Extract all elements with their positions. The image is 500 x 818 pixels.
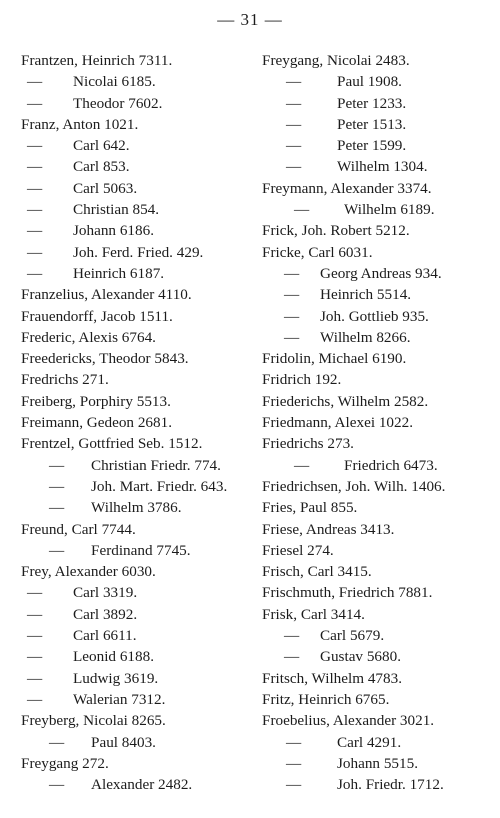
entry-text: Friedrich 6473. xyxy=(344,456,438,474)
index-entry xyxy=(21,668,257,689)
index-entry xyxy=(21,242,257,263)
index-entry xyxy=(21,114,257,135)
index-entry xyxy=(262,625,498,646)
entry-text: Paul 1908. xyxy=(337,73,402,91)
index-entry xyxy=(21,476,257,497)
ditto-dash: — xyxy=(286,94,302,112)
entry-text: Carl 4291. xyxy=(337,733,402,751)
entry-text: Peter 1599. xyxy=(337,137,407,155)
entry-text: Frederic, Alexis 6764. xyxy=(21,328,156,346)
entry-text: Alexander 2482. xyxy=(91,776,193,794)
entry-text: Nicolai 6185. xyxy=(73,73,156,91)
entry-text: Frisch, Carl 3415. xyxy=(262,563,372,581)
ditto-dash: — xyxy=(49,733,65,751)
entry-text: Friedrichs 273. xyxy=(262,435,354,453)
index-entry xyxy=(262,327,498,348)
ditto-dash: — xyxy=(27,669,43,687)
ditto-dash: — xyxy=(286,776,302,794)
ditto-dash: — xyxy=(27,158,43,176)
entry-text: Wilhelm 1304. xyxy=(337,158,428,176)
right-column xyxy=(262,50,498,795)
index-entry xyxy=(262,710,498,731)
index-entry xyxy=(21,625,257,646)
entry-text: Johann 6186. xyxy=(73,222,154,240)
ditto-dash: — xyxy=(49,456,65,474)
index-entry xyxy=(21,561,257,582)
ditto-dash: — xyxy=(27,243,43,261)
ditto-dash: — xyxy=(294,201,310,219)
index-entry xyxy=(21,284,257,305)
ditto-dash: — xyxy=(284,627,300,645)
ditto-dash: — xyxy=(27,584,43,602)
entry-text: Heinrich 6187. xyxy=(73,264,165,282)
index-entry xyxy=(262,732,498,753)
entry-text: Joh. Ferd. Fried. 429. xyxy=(73,243,204,261)
index-entry xyxy=(262,497,498,518)
ditto-dash: — xyxy=(27,137,43,155)
index-entry xyxy=(21,753,257,774)
entry-text: Fries, Paul 855. xyxy=(262,499,358,517)
entry-text: Frentzel, Gottfried Seb. 1512. xyxy=(21,435,203,453)
index-entry xyxy=(262,455,498,476)
index-entry xyxy=(262,178,498,199)
page-number: — 31 — xyxy=(217,10,283,29)
index-entry xyxy=(21,433,257,454)
entry-text: Freymann, Alexander 3374. xyxy=(262,179,432,197)
entry-text: Friese, Andreas 3413. xyxy=(262,520,395,538)
ditto-dash: — xyxy=(49,499,65,517)
ditto-dash: — xyxy=(284,264,300,282)
ditto-dash: — xyxy=(286,73,302,91)
entry-text: Fredrichs 271. xyxy=(21,371,109,389)
entry-text: Fridrich 192. xyxy=(262,371,342,389)
index-entry xyxy=(21,135,257,156)
ditto-dash: — xyxy=(286,733,302,751)
entry-text: Friederichs, Wilhelm 2582. xyxy=(262,392,429,410)
entry-text: Carl 3892. xyxy=(73,605,138,623)
index-entry xyxy=(21,156,257,177)
ditto-dash: — xyxy=(49,477,65,495)
index-entry xyxy=(21,199,257,220)
index-entry xyxy=(262,284,498,305)
index-entry xyxy=(262,604,498,625)
entry-text: Carl 5063. xyxy=(73,179,138,197)
index-entry xyxy=(21,582,257,603)
ditto-dash: — xyxy=(284,286,300,304)
entry-text: Freimann, Gedeon 2681. xyxy=(21,414,172,432)
entry-text: Georg Andreas 934. xyxy=(320,264,442,282)
entry-text: Frischmuth, Friedrich 7881. xyxy=(262,584,433,602)
ditto-dash: — xyxy=(284,328,300,346)
entry-text: Christian Friedr. 774. xyxy=(91,456,221,474)
entry-text: Frisk, Carl 3414. xyxy=(262,605,365,623)
entry-text: Peter 1233. xyxy=(337,94,407,112)
index-entry xyxy=(21,710,257,731)
ditto-dash: — xyxy=(286,754,302,772)
index-entry xyxy=(262,135,498,156)
entry-text: Freiberg, Porphiry 5513. xyxy=(21,392,171,410)
ditto-dash: — xyxy=(286,115,302,133)
index-entry xyxy=(262,519,498,540)
entry-text: Joh. Gottlieb 935. xyxy=(320,307,429,325)
index-entry xyxy=(21,50,257,71)
ditto-dash: — xyxy=(49,541,65,559)
index-entry xyxy=(262,348,498,369)
ditto-dash: — xyxy=(27,648,43,666)
entry-text: Fritz, Heinrich 6765. xyxy=(262,690,390,708)
index-entry xyxy=(21,306,257,327)
entry-text: Gustav 5680. xyxy=(320,648,401,666)
entry-text: Leonid 6188. xyxy=(73,648,154,666)
entry-text: Ludwig 3619. xyxy=(73,669,159,687)
index-entry xyxy=(21,391,257,412)
index-entry xyxy=(21,774,257,795)
index-entry xyxy=(262,71,498,92)
ditto-dash: — xyxy=(294,456,310,474)
ditto-dash: — xyxy=(27,627,43,645)
entry-text: Fricke, Carl 6031. xyxy=(262,243,373,261)
index-entry xyxy=(262,242,498,263)
ditto-dash: — xyxy=(27,264,43,282)
entry-text: Frantzen, Heinrich 7311. xyxy=(21,52,173,69)
index-entry xyxy=(262,582,498,603)
index-entry xyxy=(21,604,257,625)
entry-text: Peter 1513. xyxy=(337,115,407,133)
index-entry xyxy=(21,71,257,92)
ditto-dash: — xyxy=(27,690,43,708)
ditto-dash: — xyxy=(27,605,43,623)
index-entry xyxy=(21,178,257,199)
index-entry xyxy=(262,433,498,454)
index-entry xyxy=(21,497,257,518)
entry-text: Carl 642. xyxy=(73,137,130,155)
index-entry xyxy=(262,50,498,71)
entry-text: Heinrich 5514. xyxy=(320,286,412,304)
entry-text: Frey, Alexander 6030. xyxy=(21,563,156,581)
entry-text: Carl 6611. xyxy=(73,627,137,645)
index-entry xyxy=(262,476,498,497)
entry-text: Joh. Friedr. 1712. xyxy=(337,776,444,794)
entry-text: Franzelius, Alexander 4110. xyxy=(21,286,192,304)
ditto-dash: — xyxy=(284,307,300,325)
index-entry xyxy=(262,774,498,795)
index-entry xyxy=(21,327,257,348)
entry-text: Freygang, Nicolai 2483. xyxy=(262,52,410,69)
index-entry xyxy=(21,540,257,561)
index-entry xyxy=(262,668,498,689)
entry-text: Carl 853. xyxy=(73,158,130,176)
ditto-dash: — xyxy=(27,73,43,91)
entry-text: Frauendorff, Jacob 1511. xyxy=(21,307,173,325)
entry-text: Friedrichsen, Joh. Wilh. 1406. xyxy=(262,477,446,495)
ditto-dash: — xyxy=(286,158,302,176)
index-entry xyxy=(262,306,498,327)
entry-text: Carl 5679. xyxy=(320,627,385,645)
entry-text: Fridolin, Michael 6190. xyxy=(262,350,407,368)
index-entry xyxy=(21,646,257,667)
index-entry xyxy=(262,199,498,220)
entry-text: Wilhelm 3786. xyxy=(91,499,182,517)
ditto-dash: — xyxy=(49,776,65,794)
entry-text: Joh. Mart. Friedr. 643. xyxy=(91,477,228,495)
entry-text: Christian 854. xyxy=(73,201,160,219)
ditto-dash: — xyxy=(27,179,43,197)
index-entry xyxy=(21,732,257,753)
index-entry xyxy=(21,455,257,476)
index-entry xyxy=(262,156,498,177)
entry-text: Wilhelm 8266. xyxy=(320,328,411,346)
entry-text: Carl 3319. xyxy=(73,584,138,602)
index-entry xyxy=(21,263,257,284)
entry-text: Friedmann, Alexei 1022. xyxy=(262,414,414,432)
index-entry xyxy=(21,519,257,540)
entry-text: Froebelius, Alexander 3021. xyxy=(262,712,435,730)
entry-text: Ferdinand 7745. xyxy=(91,541,191,559)
entry-text: Freedericks, Theodor 5843. xyxy=(21,350,189,368)
index-entry xyxy=(262,93,498,114)
ditto-dash: — xyxy=(286,137,302,155)
entry-text: Walerian 7312. xyxy=(73,690,166,708)
entry-text: Friesel 274. xyxy=(262,541,334,559)
entry-text: Freyberg, Nicolai 8265. xyxy=(21,712,166,730)
index-entry xyxy=(262,220,498,241)
entry-text: Freund, Carl 7744. xyxy=(21,520,136,538)
entry-text: Paul 8403. xyxy=(91,733,156,751)
entry-text: Fritsch, Wilhelm 4783. xyxy=(262,669,403,687)
index-entry xyxy=(21,220,257,241)
entry-text: Wilhelm 6189. xyxy=(344,201,435,219)
index-entry xyxy=(262,689,498,710)
index-entry xyxy=(262,540,498,561)
index-entry xyxy=(262,391,498,412)
index-entry xyxy=(21,93,257,114)
entry-text: Johann 5515. xyxy=(337,754,418,772)
left-column xyxy=(21,50,257,795)
ditto-dash: — xyxy=(27,201,43,219)
entry-text: Theodor 7602. xyxy=(73,94,163,112)
index-entry xyxy=(262,646,498,667)
ditto-dash: — xyxy=(27,222,43,240)
ditto-dash: — xyxy=(27,94,43,112)
ditto-dash: — xyxy=(284,648,300,666)
index-entry xyxy=(262,263,498,284)
entry-text: Frick, Joh. Robert 5212. xyxy=(262,222,410,240)
index-entry xyxy=(21,689,257,710)
entry-text: Franz, Anton 1021. xyxy=(21,115,139,133)
index-entry xyxy=(21,412,257,433)
entry-text: Freygang 272. xyxy=(21,754,109,772)
index-entry xyxy=(262,561,498,582)
index-entry xyxy=(21,348,257,369)
index-entry xyxy=(262,369,498,390)
index-entry xyxy=(262,114,498,135)
index-entry xyxy=(262,412,498,433)
index-entry xyxy=(262,753,498,774)
index-entry xyxy=(21,369,257,390)
